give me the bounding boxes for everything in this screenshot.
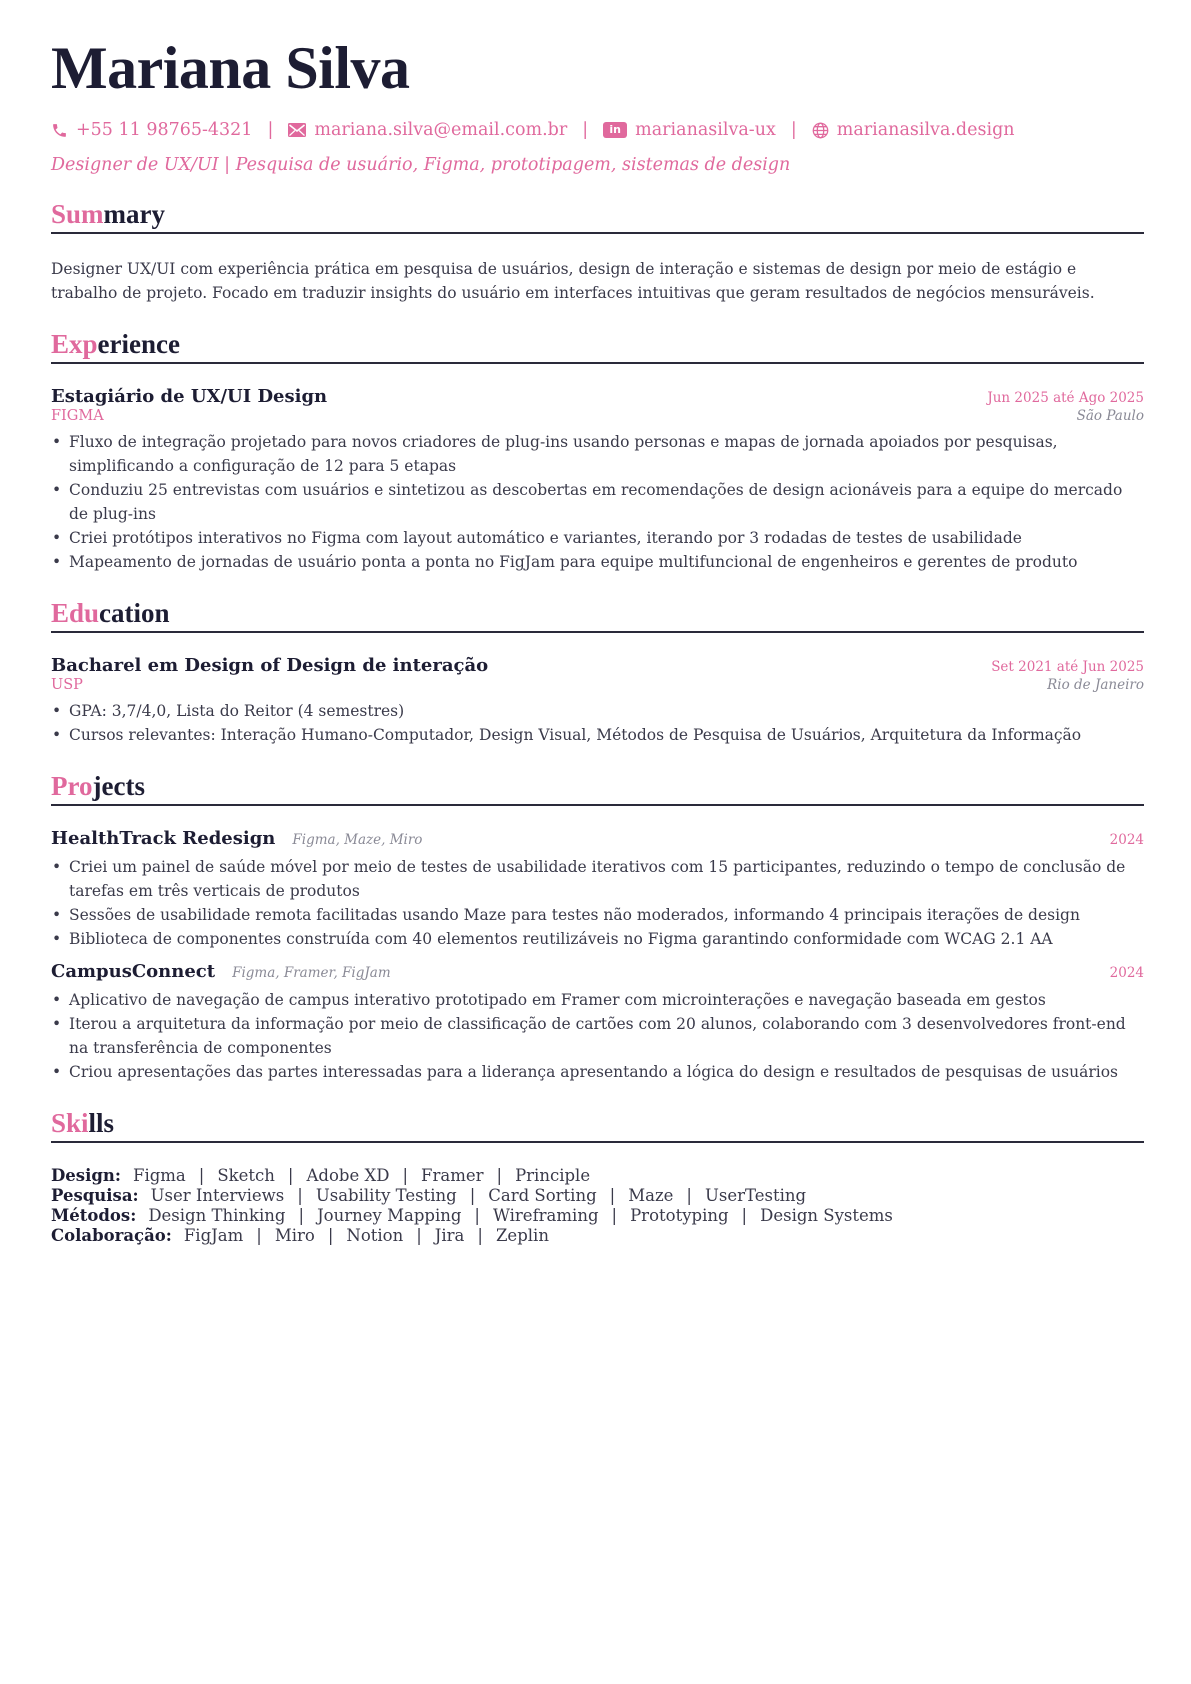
projects-section — [51, 773, 1144, 1084]
skill-separator: | — [474, 1206, 480, 1225]
entry-subheader — [51, 677, 1144, 693]
skill-separator: | — [198, 1166, 205, 1185]
job-dates: Jun 2025 até Ago 2025 — [987, 390, 1144, 406]
title-rest: cation — [99, 598, 170, 628]
summary-text: Designer UX/UI com experiência prática em pesquisa de usuários, design de interação e sistemas de design por meio de estágio e trabalho de projeto. Focado em traduzir insights do usuário em interfaces intuitivas que geram resultados de negócios mensuráveis. — [51, 260, 1095, 302]
skill-item: User Interviews — [150, 1186, 285, 1205]
skill-separator: | — [469, 1186, 476, 1205]
bullet-item: • Criei um painel de saúde móvel por meio de testes de usabilidade iterativos com 15 participantes, reduzindo o tempo de conclusão de tarefas em três verticais de produtos — [51, 855, 1144, 903]
experience-entry — [51, 386, 1144, 574]
skill-item: Jira — [434, 1226, 465, 1245]
skill-item: Principle — [515, 1166, 591, 1185]
skill-item: Wireframing — [492, 1206, 599, 1225]
bullet-item: • Criei protótipos interativos no Figma com layout automático e variantes, iterando por 3 rodadas de testes de usabilidade — [51, 526, 1144, 550]
skill-item: Figma — [133, 1166, 186, 1185]
skill-item: Zeplin — [495, 1226, 549, 1245]
skill-item: Framer — [421, 1166, 484, 1185]
skill-item: Miro — [274, 1226, 315, 1245]
section-title-projects — [51, 773, 1144, 806]
entry-header — [51, 961, 1144, 982]
title-rest: mary — [103, 199, 166, 229]
entry-header — [51, 655, 1144, 676]
linkedin-text: marianasilva-ux — [635, 120, 776, 140]
contact-separator: | — [790, 120, 797, 140]
contact-phone[interactable] — [51, 120, 252, 140]
school-location: Rio de Janeiro — [1047, 677, 1144, 693]
skill-separator: | — [297, 1186, 303, 1205]
experience-section — [51, 331, 1144, 574]
title-accent: Edu — [51, 598, 100, 628]
project-title: HealthTrack Redesign — [51, 828, 276, 849]
contact-bar — [51, 120, 1144, 140]
skill-item: Design Systems — [760, 1206, 893, 1225]
skill-separator: | — [327, 1226, 334, 1245]
school-name: USP — [51, 677, 83, 693]
section-title-education — [51, 600, 1144, 633]
email-text: mariana.silva@email.com.br — [314, 120, 568, 140]
project-title: CampusConnect — [51, 961, 216, 982]
mail-icon — [288, 123, 306, 137]
last-name: Silva — [285, 35, 410, 101]
title-accent: Ski — [51, 1108, 89, 1138]
skill-category-label: Design: — [51, 1166, 121, 1185]
skill-row — [51, 1206, 1144, 1226]
bullet-item: • Sessões de usabilidade remota facilitadas usando Maze para testes não moderados, informando 4 principais iterações de design — [51, 903, 1144, 927]
skill-category-label: Métodos: — [51, 1206, 137, 1225]
website-text: marianasilva.design — [836, 120, 1015, 140]
title-accent: Pro — [51, 771, 93, 801]
title-accent: Exp — [51, 329, 98, 359]
title-rest: erience — [97, 329, 180, 359]
skill-separator: | — [496, 1166, 503, 1185]
bullet-list — [51, 430, 1144, 574]
entry-header — [51, 828, 1144, 849]
contact-website[interactable] — [812, 120, 1015, 140]
skill-item: Journey Mapping — [317, 1206, 462, 1225]
skill-row — [51, 1226, 1144, 1246]
project-entry — [51, 961, 1144, 1084]
summary-section — [51, 201, 1144, 305]
resume-name — [51, 35, 1144, 101]
contact-separator: | — [267, 120, 274, 140]
bullet-item: • Iterou a arquitetura da informação por meio de classificação de cartões com 20 alunos, colaborando com 3 desenvolvedores front-end na transferência de componentes — [51, 1012, 1144, 1060]
title-rest: lls — [88, 1108, 115, 1138]
entry-subheader — [51, 408, 1144, 424]
project-tech: Figma, Maze, Miro — [292, 832, 423, 848]
title-accent: Sum — [51, 199, 104, 229]
bullet-item: • Aplicativo de navegação de campus interativo prototipado em Framer com microinterações e navegação baseada em gestos — [51, 988, 1144, 1012]
skill-separator: | — [287, 1166, 294, 1185]
education-entry — [51, 655, 1144, 747]
globe-icon — [812, 122, 829, 139]
skills-list — [51, 1166, 1144, 1246]
linkedin-icon: in — [603, 122, 627, 138]
skills-section — [51, 1110, 1144, 1246]
skill-item: Design Thinking — [148, 1206, 286, 1225]
contact-email[interactable] — [288, 120, 567, 140]
company-name: FIGMA — [51, 408, 104, 424]
skill-item: UserTesting — [704, 1186, 807, 1205]
entry-header — [51, 386, 1144, 407]
bullet-item: • Mapeamento de jornadas de usuário ponta a ponta no FigJam para equipe multifuncional de engenheiros e gerentes de produto — [51, 550, 1144, 574]
skill-item: Adobe XD — [306, 1166, 390, 1185]
bullet-item: • Criou apresentações das partes interessadas para a liderança apresentando a lógica do design e resultados de pesquisas de usuários — [51, 1060, 1144, 1084]
bullet-item: • Biblioteca de componentes construída com 40 elementos reutilizáveis no Figma garantindo conformidade com WCAG 2.1 AA — [51, 927, 1144, 951]
skill-item: Usability Testing — [315, 1186, 457, 1205]
skill-row — [51, 1186, 1144, 1206]
skill-separator: | — [416, 1226, 422, 1245]
tagline: Designer de UX/UI | Pesquisa de usuário, Figma, prototipagem, sistemas de design — [51, 155, 791, 175]
bullet-item: • GPA: 3,7/4,0, Lista do Reitor (4 semestres) — [51, 699, 1144, 723]
skill-separator: | — [402, 1166, 409, 1185]
skill-category-label: Colaboração: — [51, 1226, 172, 1245]
skill-separator: | — [611, 1206, 618, 1225]
education-dates: Set 2021 até Jun 2025 — [991, 659, 1144, 675]
job-title: Estagiário de UX/UI Design — [51, 386, 328, 407]
contact-separator: | — [582, 120, 589, 140]
bullet-list — [51, 699, 1144, 747]
skill-separator: | — [298, 1206, 305, 1225]
skill-separator: | — [741, 1206, 748, 1225]
phone-text: +55 11 98765-4321 — [76, 120, 253, 140]
skill-item: FigJam — [183, 1226, 244, 1245]
bullet-item: • Cursos relevantes: Interação Humano-Computador, Design Visual, Métodos de Pesquisa de Usuários, Arquitetura da Informação — [51, 723, 1144, 747]
project-entry — [51, 828, 1144, 951]
section-title-summary — [51, 201, 1144, 234]
contact-linkedin[interactable] — [603, 120, 776, 140]
bullet-list — [51, 855, 1144, 951]
title-rest: jects — [92, 771, 145, 801]
bullet-item: • Fluxo de integração projetado para novos criadores de plug-ins usando personas e mapas de jornada apoiados por pesquisas, simplificando a configuração de 12 para 5 etapas — [51, 430, 1144, 478]
phone-icon — [51, 122, 68, 139]
bullet-item: • Conduziu 25 entrevistas com usuários e sintetizou as descobertas em recomendações de design acionáveis para a equipe do mercado de plug-ins — [51, 478, 1144, 526]
skill-category-label: Pesquisa: — [51, 1186, 139, 1205]
skill-item: Maze — [628, 1186, 674, 1205]
first-name: Mariana — [51, 35, 271, 101]
project-tech: Figma, Framer, FigJam — [232, 965, 391, 981]
project-date: 2024 — [1109, 832, 1144, 848]
skill-separator: | — [256, 1226, 262, 1245]
skill-item: Prototyping — [630, 1206, 729, 1225]
skill-row — [51, 1166, 1144, 1186]
education-section — [51, 600, 1144, 747]
skill-item: Sketch — [217, 1166, 275, 1185]
skill-separator: | — [477, 1226, 483, 1245]
skill-separator: | — [686, 1186, 692, 1205]
project-title-group — [51, 828, 422, 849]
skill-item: Card Sorting — [488, 1186, 597, 1205]
skill-item: Notion — [346, 1226, 404, 1245]
project-date: 2024 — [1109, 965, 1144, 981]
bullet-list — [51, 988, 1144, 1084]
section-title-experience — [51, 331, 1144, 364]
job-location: São Paulo — [1076, 408, 1144, 424]
skill-separator: | — [609, 1186, 616, 1205]
section-title-skills — [51, 1110, 1144, 1143]
degree-title: Bacharel em Design of Design de interação — [51, 655, 489, 676]
project-title-group — [51, 961, 391, 982]
